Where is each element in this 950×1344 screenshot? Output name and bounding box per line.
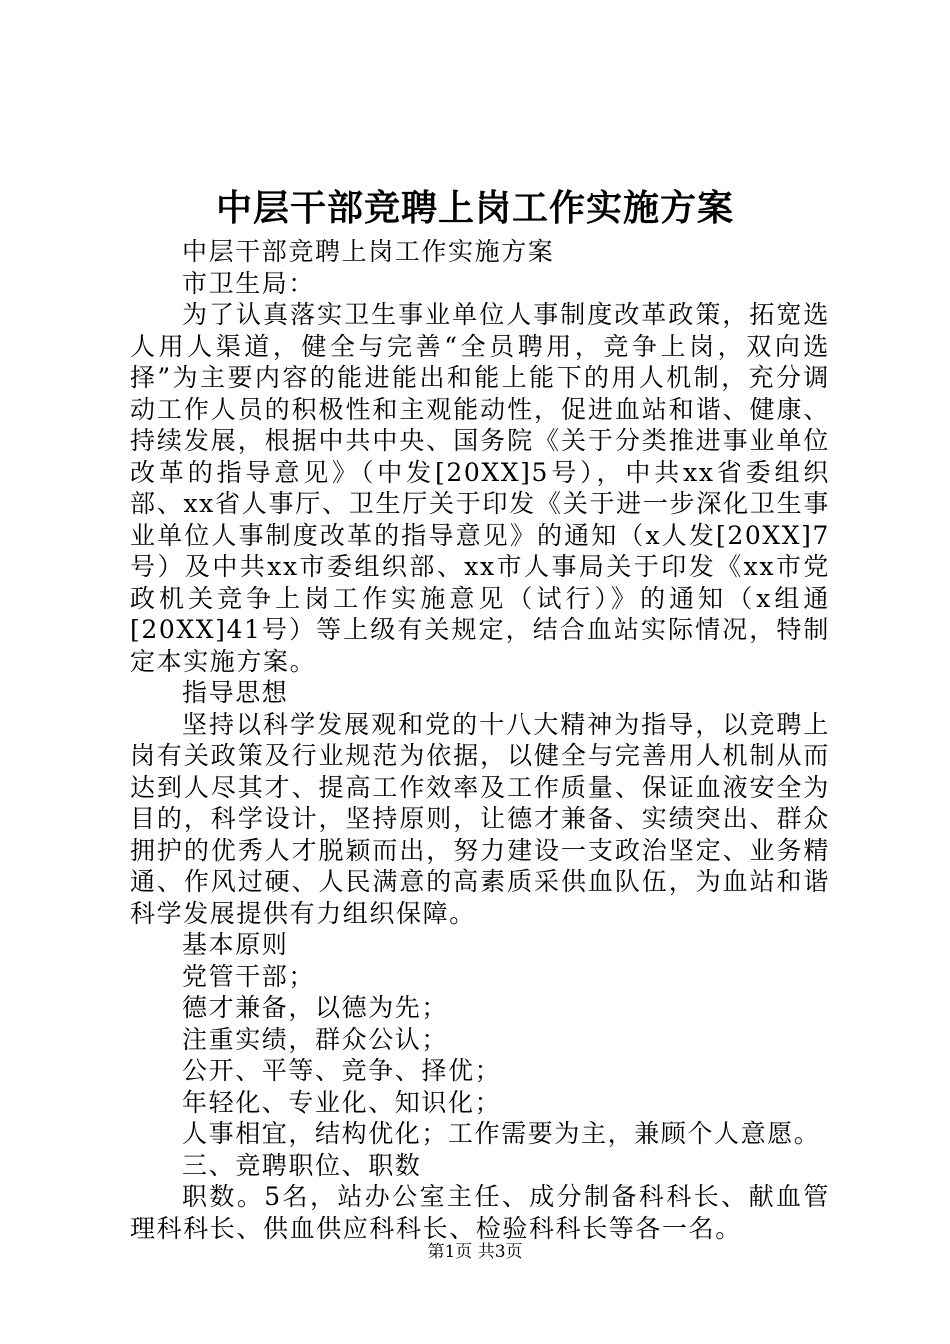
list-item: 注重实绩，群众公认； — [182, 1024, 449, 1054]
list-item: 党管干部； — [182, 961, 316, 991]
body-paragraph: 为了认真落实卫生事业单位人事制度改革政策，拓宽选人用人渠道，健全与完善“全员聘用，竞争上岗，双向选择”为主要内容的能进能出和能上能下的用人机制，充分调动工作人员的积极性和主观能动性，促进血站和谐、健康、持续发展，根据中共中央、国务院《关于分类推进事业单位改革的指导意见》（中发[20XX]5号），中共xx省委组织部、xx省人事厅、卫生厅关于印发《关于进一步深化卫生事业单位人事制度改革的指导意见》的通知（x人发[20XX]7号）及中共xx市委组织部、xx市人事局关于印发《xx市党政机关竞争上岗工作实施意见（试行）》的通知（x组通[20XX]41号）等上级有关规定，结合血站实际情况，特制定本实施方案。 — [130, 300, 830, 676]
section-heading: 指导思想 — [182, 678, 289, 707]
body-paragraph: 职数。5名，站办公室主任、成分制备科科长、献血管理科科长、供血供应科科长、检验科科长等各一名。 — [130, 1182, 830, 1243]
list-item: 德才兼备，以德为先； — [182, 993, 449, 1022]
body-paragraph: 坚持以科学发展观和党的十八大精神为指导，以竞聘上岗有关政策及行业规范为依据，以健全与完善用人机制从而达到人尽其才、提高工作效率及工作质量、保证血液安全为目的，科学设计，坚持原则，让德才兼备、实绩突出、群众拥护的优秀人才脱颖而出，努力建设一支政治坚定、业务精通、作风过硬、人民满意的高素质采供血队伍，为血站和谐科学发展提供有力组织保障。 — [130, 709, 830, 928]
section-heading: 三、竞聘职位、职数 — [182, 1150, 422, 1180]
list-item: 人事相宜，结构优化；工作需要为主，兼顾个人意愿。 — [182, 1119, 821, 1148]
section-heading: 基本原则 — [182, 930, 289, 959]
document-title: 中层干部竞聘上岗工作实施方案 — [215, 187, 734, 229]
document-body — [130, 236, 830, 1244]
list-item: 公开、平等、竞争、择优； — [182, 1056, 502, 1085]
list-item: 年轻化、专业化、知识化； — [182, 1087, 502, 1117]
body-paragraph: 中层干部竞聘上岗工作实施方案 — [182, 237, 555, 266]
page-footer: 第1页 共3页 — [427, 1242, 523, 1262]
body-paragraph: 市卫生局： — [182, 268, 316, 298]
